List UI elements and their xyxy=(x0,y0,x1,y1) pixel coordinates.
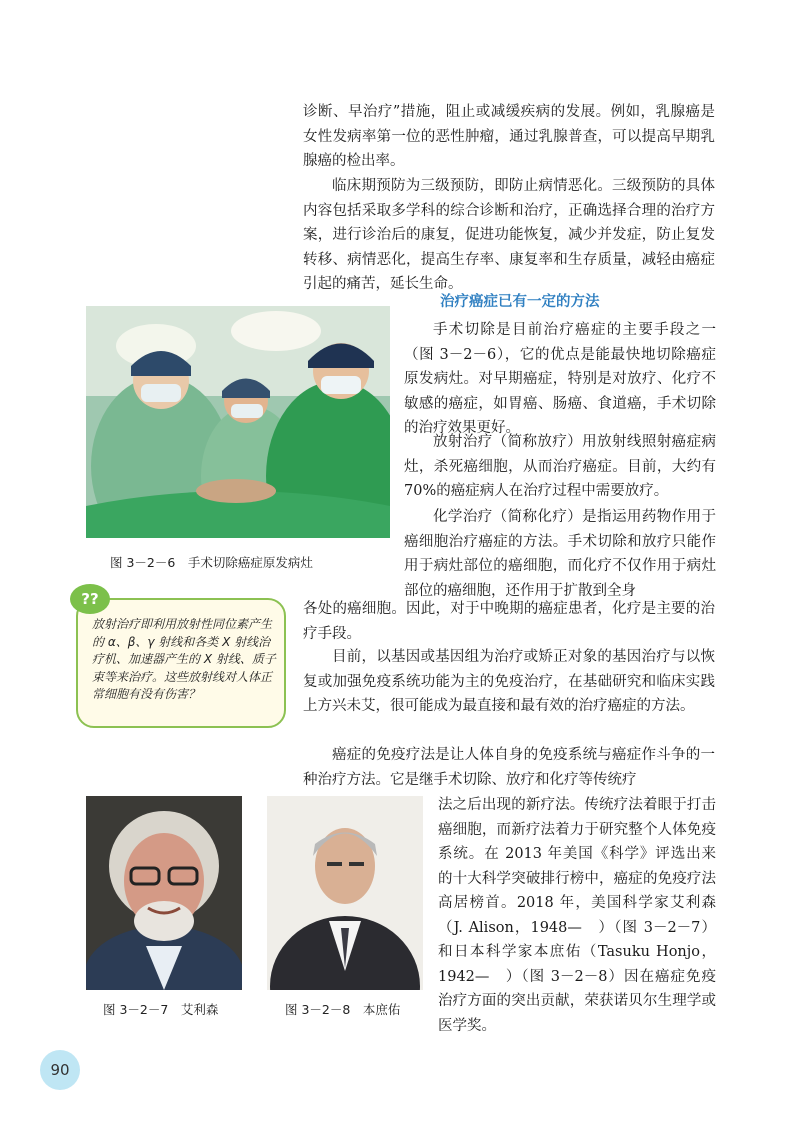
section-heading: 治疗癌症已有一定的方法 xyxy=(440,294,600,310)
sidebar-note xyxy=(76,590,286,728)
portrait-honjo xyxy=(267,796,423,990)
portrait-alison xyxy=(86,796,242,990)
paragraph-2: 临床期预防为三级预防，即防止病情恶化。三级预防的具体内容包括采取多学科的综合诊断和治疗，正确选择合理的治疗方案，进行诊治后的康复，促进功能恢复，减少并发症，防止复发转移、病情恶化，提高生存率、康复率和生存质量，减轻由癌症引起的痛苦，延长生命。 xyxy=(303,178,715,292)
sidebar-note-text: 放射治疗即利用放射性同位素产生的 α、β、γ 射线和各类 X 射线治疗机、加速器产生的 X 射线、质子束等来治疗。这些放射线对人体正常细胞有没有伤害？ xyxy=(92,617,276,701)
paragraph-3: 手术切除是目前治疗癌症的主要手段之一（图 3－2－6），它的优点是能最快地切除癌症原发病灶。对早期癌症，特别是对放疗、化疗不敏感的癌症，如胃癌、肠癌、食道癌，手术切除的治疗效果更好。 xyxy=(404,322,716,436)
caption-figure-3-2-7: 图 3－2－7 艾利森 xyxy=(103,1002,219,1017)
paragraph-1: 诊断、早治疗”措施，阻止或减缓疾病的发展。例如，乳腺癌是女性发病率第一位的恶性肿瘤，通过乳腺普查，可以提高早期乳腺癌的检出率。 xyxy=(303,104,715,169)
question-icon: ?? xyxy=(70,584,110,614)
surgery-photo xyxy=(86,306,390,538)
caption-figure-3-2-6: 图 3－2－6 手术切除癌症原发病灶 xyxy=(110,555,313,570)
paragraph-7b: 法之后出现的新疗法。传统疗法着眼于打击癌细胞，而新疗法着力于研究整个人体免疫系统。在 2013 年美国《科学》评选出来的十大科学突破排行榜中，癌症的免疫疗法高居榜首。2018 年，美国科学家艾利森（J. Alison，1948— ）（图 3－2－7）和日本科学家本庶佑（Tasuku Honjo，1942— ）（图 3－2－8）因在癌症免疫治疗方面的突出贡献，荣获诺贝尔生理学或医学奖。 xyxy=(438,797,716,1034)
paragraph-6: 目前，以基因或基因组为治疗或矫正对象的基因治疗与以恢复或加强免疫系统功能为主的免疫治疗，在基础研究和临床实践上方兴未艾，很可能成为最直接和最有效的治疗癌症的方法。 xyxy=(303,649,715,714)
paragraph-5a: 化学治疗（简称化疗）是指运用药物作用于癌细胞治疗癌症的方法。手术切除和放疗只能作用于病灶部位的癌细胞，而化疗不仅作用于病灶部位的癌细胞，还作用于扩散到全身 xyxy=(404,509,716,599)
page-number: 90 xyxy=(40,1050,80,1090)
paragraph-7a: 癌症的免疫疗法是让人体自身的免疫系统与癌症作斗争的一种治疗方法。它是继手术切除、放疗和化疗等传统疗 xyxy=(303,747,715,788)
paragraph-5b: 各处的癌细胞。因此，对于中晚期的癌症患者，化疗是主要的治疗手段。 xyxy=(303,601,715,642)
caption-figure-3-2-8: 图 3－2－8 本庶佑 xyxy=(285,1002,401,1017)
paragraph-4: 放射治疗（简称放疗）用放射线照射癌症病灶，杀死癌细胞，从而治疗癌症。目前，大约有 70%的癌症病人在治疗过程中需要放疗。 xyxy=(404,434,716,499)
